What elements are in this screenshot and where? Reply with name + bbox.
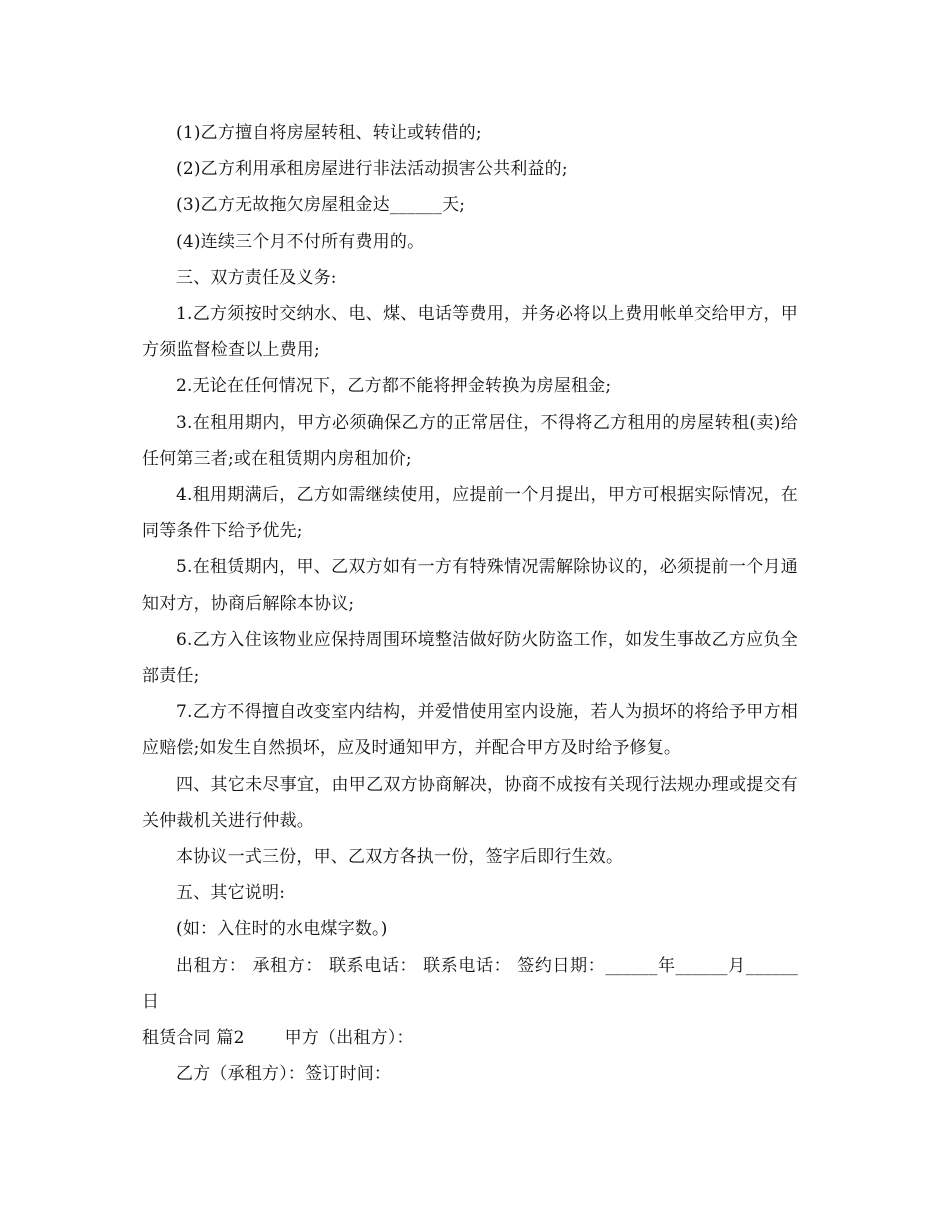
responsibility-item-7: 7.乙方不得擅自改变室内结构，并爱惜使用室内设施，若人为损坏的将给予甲方相应赔偿;如发生自然损坏，应及时通知甲方，并配合甲方及时给予修复。 bbox=[142, 702, 798, 759]
document-body bbox=[142, 115, 798, 1092]
paragraph-clause-1: (1)乙方擅自将房屋转租、转让或转借的; bbox=[176, 123, 482, 143]
section-2-title: 租赁合同 篇2 bbox=[142, 1028, 245, 1049]
responsibility-item-3: 3.在租用期内，甲方必须确保乙方的正常居住，不得将乙方租用的房屋转租(卖)给任何第三者;或在租赁期内房租加价; bbox=[142, 412, 798, 469]
signature-line: 出租方： 承租方： 联系电话： 联系电话： 签约日期：______年______月______日 bbox=[142, 955, 798, 1012]
paragraph-clause-3: (3)乙方无故拖欠房屋租金达______天; bbox=[176, 195, 466, 216]
responsibility-item-4: 4.租用期满后，乙方如需继续使用，应提前一个月提出，甲方可根据实际情况，在同等条件下给予优先; bbox=[142, 485, 798, 542]
lessor-label: 甲方（出租方）： bbox=[284, 1028, 414, 1049]
responsibility-item-5: 5.在租赁期内，甲、乙双方如有一方有特殊情况需解除协议的，必须提前一个月通知对方，协商后解除本协议; bbox=[142, 557, 798, 614]
section-heading-responsibilities: 三、双方责任及义务: bbox=[176, 267, 337, 288]
utility-reading-note: (如：入住时的水电煤字数。) bbox=[176, 919, 388, 940]
responsibility-item-1: 1.乙方须按时交纳水、电、煤、电话等费用，并务必将以上费用帐单交给甲方，甲方须监督检查以上费用; bbox=[142, 304, 798, 361]
paragraph-clause-4: (4)连续三个月不付所有费用的。 bbox=[176, 231, 425, 252]
section-2-line bbox=[142, 1020, 798, 1056]
section-other-matters: 四、其它未尽事宜，由甲乙双方协商解决，协商不成按有关现行法规办理或提交有关仲裁机关进行仲裁。 bbox=[142, 774, 798, 831]
section-heading-other-notes: 五、其它说明: bbox=[176, 883, 286, 904]
paragraph-clause-2: (2)乙方利用承租房屋进行非法活动损害公共利益的; bbox=[176, 159, 568, 180]
agreement-copies-note: 本协议一式三份，甲、乙双方各执一份，签字后即行生效。 bbox=[176, 847, 624, 868]
lessee-signing-time-line: 乙方（承租方）：签订时间： bbox=[176, 1064, 392, 1085]
responsibility-item-2: 2.无论在任何情况下，乙方都不能将押金转换为房屋租金; bbox=[176, 376, 612, 397]
responsibility-item-6: 6.乙方入住该物业应保持周围环境整洁做好防火防盗工作，如发生事故乙方应负全部责任; bbox=[142, 629, 798, 687]
